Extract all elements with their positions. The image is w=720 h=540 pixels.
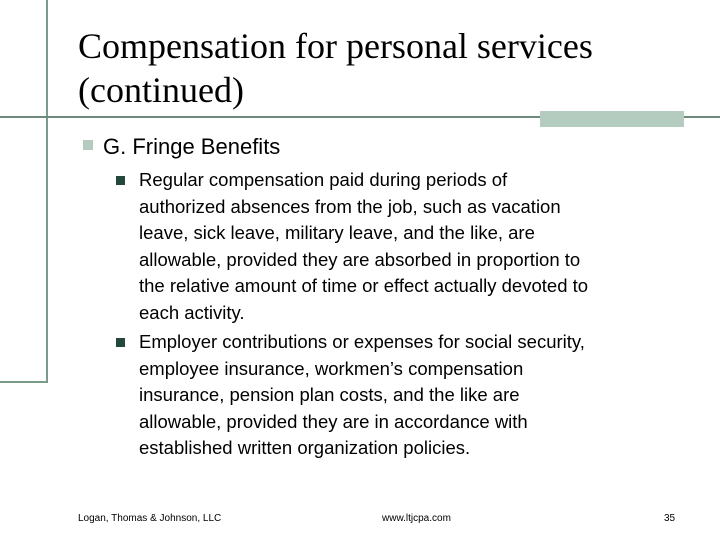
left-frame-inner	[0, 0, 46, 381]
footer-firm-name: Logan, Thomas & Johnson, LLC	[78, 513, 222, 524]
bullet-paragraph-2	[139, 329, 679, 462]
square-bullet-icon	[116, 338, 125, 347]
footer-website: www.ltjcpa.com	[382, 513, 451, 524]
paragraph-line: authorized absences from the job, such as vacation	[139, 195, 561, 217]
footer-page-number: 35	[664, 513, 676, 524]
left-frame-bar	[0, 0, 48, 383]
paragraph-line: leave, sick leave, military leave, and the like, are	[139, 222, 535, 244]
title-line-1: Compensation for personal services	[78, 26, 593, 66]
paragraph-line: allowable, provided they are in accordance with	[139, 410, 528, 432]
paragraph-line: allowable, provided they are absorbed in proportion to	[139, 248, 581, 270]
paragraph-line: the relative amount of time or effect actually devoted to	[139, 275, 589, 297]
divider-accent-block	[540, 111, 684, 127]
bullet-paragraph-1	[139, 167, 679, 327]
paragraph-line: employee insurance, workmen’s compensation	[139, 357, 524, 379]
paragraph-line: insurance, pension plan costs, and the like are	[139, 384, 520, 406]
title-line-2: (continued)	[78, 70, 244, 110]
paragraph-line: Regular compensation paid during periods of	[139, 169, 508, 190]
square-bullet-icon	[116, 176, 125, 185]
section-heading: G. Fringe Benefits	[103, 134, 281, 159]
paragraph-line: Employer contributions or expenses for social security,	[139, 331, 585, 352]
slide-title	[78, 24, 698, 112]
square-bullet-icon	[83, 140, 93, 150]
paragraph-line: established written organization policies.	[139, 437, 471, 459]
paragraph-line: each activity.	[139, 301, 245, 323]
